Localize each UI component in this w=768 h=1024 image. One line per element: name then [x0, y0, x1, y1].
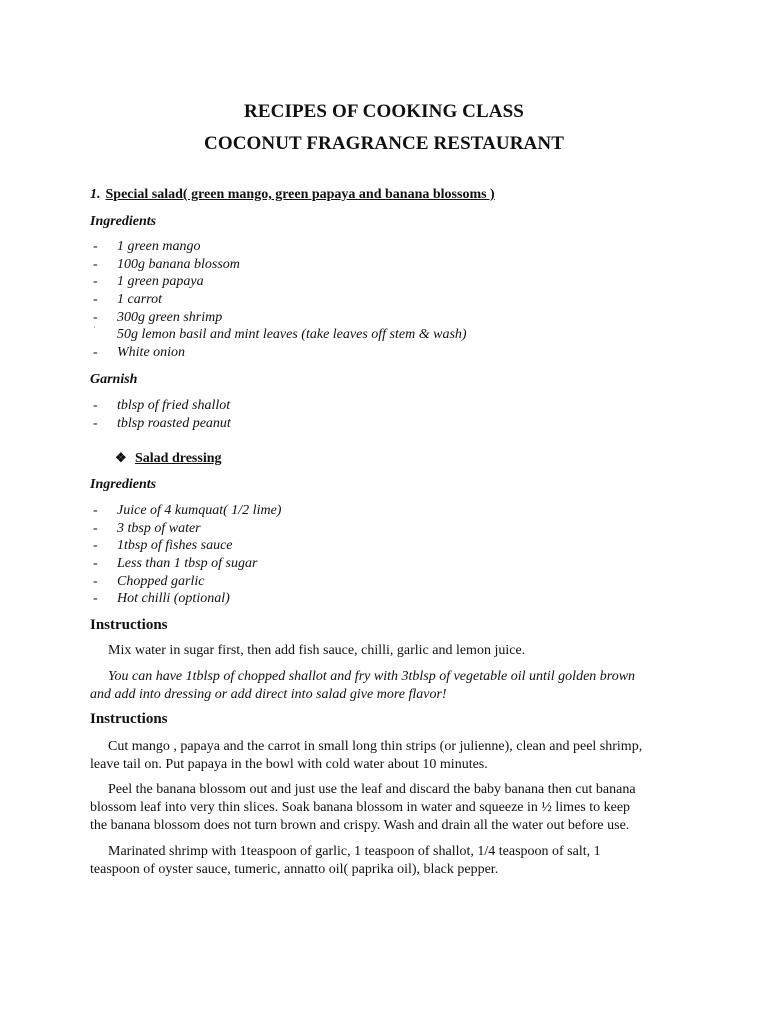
- list-item: - Hot chilli (optional): [93, 591, 230, 607]
- instruction-paragraph: Peel the banana blossom out and just use the leaf and discard the baby banana then cut banana blossom leaf into very thin slices. Soak banana blossom in water and squeeze in ½ limes to keep the banana blossom does not turn brown and crispy. Wash and drain all the water out before use.: [90, 782, 636, 833]
- instruction-paragraph: Marinated shrimp with 1teaspoon of garlic, 1 teaspoon of shallot, 1/4 teaspoon of salt, 1 teaspoon of oyster sauce, tumeric, annatto oil( paprika oil), black pepper.: [90, 844, 601, 877]
- restaurant-name: COCONUT FRAGRANCE RESTAURANT: [204, 133, 564, 154]
- ingredients-heading: Ingredients: [90, 214, 157, 229]
- garnish-list: [90, 397, 231, 432]
- list-item: - Chopped garlic: [93, 573, 205, 589]
- ingredients-list: [90, 238, 467, 362]
- garnish-heading: Garnish: [90, 372, 138, 387]
- dressing-step: Mix water in sugar first, then add fish sauce, chilli, garlic and lemon juice.: [108, 643, 526, 658]
- recipe-name: Special salad( green mango, green papaya and banana blossoms ): [105, 187, 495, 202]
- list-item: - White onion: [93, 345, 186, 361]
- list-item: - 1 carrot: [93, 292, 162, 308]
- list-item: - 1tbsp of fishes sauce: [93, 538, 233, 554]
- list-item: - 1 green mango: [93, 239, 201, 254]
- dressing-ingredients-list: [90, 502, 281, 608]
- recipe-heading: [90, 187, 495, 203]
- dressing-tip: You can have 1tblsp of chopped shallot and fry with 3tblsp of vegetable oil until golden brown and add into dressing or add direct into salad give more flavor!: [90, 669, 636, 702]
- salad-instructions-heading: Instructions: [90, 711, 168, 727]
- list-item: - tblsp of fried shallot: [93, 398, 231, 413]
- instruction-paragraph: Cut mango , papaya and the carrot in small long thin strips (or julienne), clean and peel shrimp, leave tail on. Put papaya in the bowl with cold water about 10 minutes.: [90, 739, 643, 772]
- list-item: - tblsp roasted peanut: [93, 415, 231, 431]
- list-item: - 3 tbsp of water: [93, 520, 201, 536]
- list-item: - 1 green papaya: [93, 274, 204, 290]
- document-title: RECIPES OF COOKING CLASS: [244, 101, 524, 122]
- list-item: - 100g banana blossom: [93, 256, 240, 272]
- dressing-instructions-heading: Instructions: [90, 617, 168, 633]
- list-item: - Juice of 4 kumquat( 1/2 lime): [93, 503, 282, 518]
- dressing-heading: [115, 450, 222, 467]
- dressing-ingredients-heading: Ingredients: [90, 477, 157, 492]
- list-item: ˙ 50g lemon basil and mint leaves (take leaves off stem & wash): [93, 325, 467, 343]
- diamond-bullet-icon: ❖: [115, 450, 127, 465]
- recipe-number: 1.: [90, 187, 101, 202]
- list-item: - 300g green shrimp: [93, 309, 223, 325]
- list-item: - Less than 1 tbsp of sugar: [93, 556, 258, 572]
- dressing-title: Salad dressing: [135, 451, 222, 466]
